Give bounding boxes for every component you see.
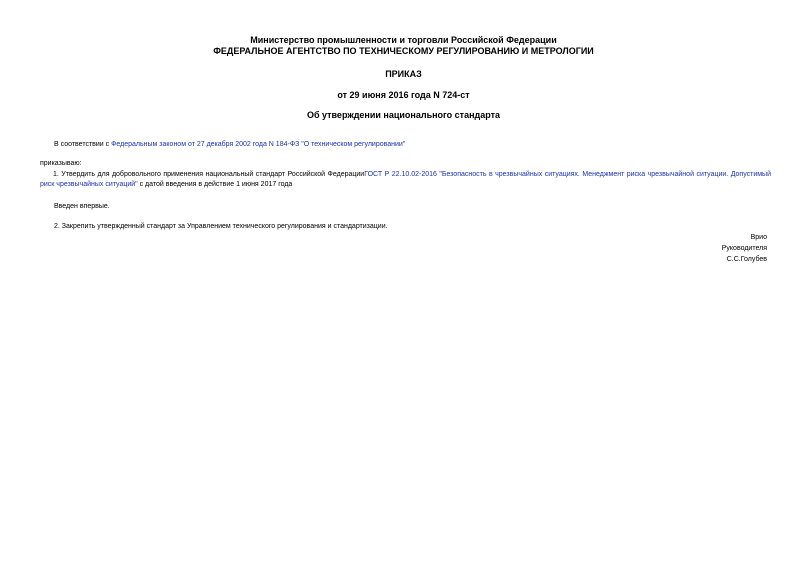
signature-position-line2: Руководителя [721, 245, 767, 252]
order-word: приказываю: [40, 160, 82, 167]
signature-name: С.С.Голубев [726, 256, 767, 263]
document-date-number: от 29 июня 2016 года N 724-ст [337, 90, 470, 100]
document-type: ПРИКАЗ [385, 69, 422, 79]
gost-standard-link[interactable]: ГОСТ Р 22.10.02-2016 "Безопасность в чрезвычайных ситуациях. Менеджмент риска чрезвычайной ситуации. Допустимый риск чрезвычайных ситуаций" [40, 171, 771, 188]
federal-law-link[interactable]: Федеральным законом от 27 декабря 2002 года N 184-ФЗ "О техническом регулировании" [111, 141, 406, 148]
preamble-paragraph [54, 140, 405, 149]
item-1-paragraph [40, 170, 771, 190]
item-2-paragraph: 2. Закрепить утвержденный стандарт за Управлением технического регулирования и стандартизации. [54, 223, 388, 230]
item-1-tail: с датой введения в действие 1 июня 2017 года [137, 181, 293, 188]
first-introduced-note: Введен впервые. [54, 203, 110, 210]
preamble-text: В соответствии с [54, 141, 112, 148]
agency-title: ФЕДЕРАЛЬНОЕ АГЕНТСТВО ПО ТЕХНИЧЕСКОМУ РЕГУЛИРОВАНИЮ И МЕТРОЛОГИИ [213, 46, 594, 56]
item-1-text: 1. Утвердить для добровольного применения национальный стандарт Российской Федерации [53, 171, 365, 178]
ministry-title: Министерство промышленности и торговли Российской Федерации [250, 35, 557, 45]
signature-position-line1: Врио [750, 234, 767, 241]
document-subject: Об утверждении национального стандарта [306, 110, 501, 120]
